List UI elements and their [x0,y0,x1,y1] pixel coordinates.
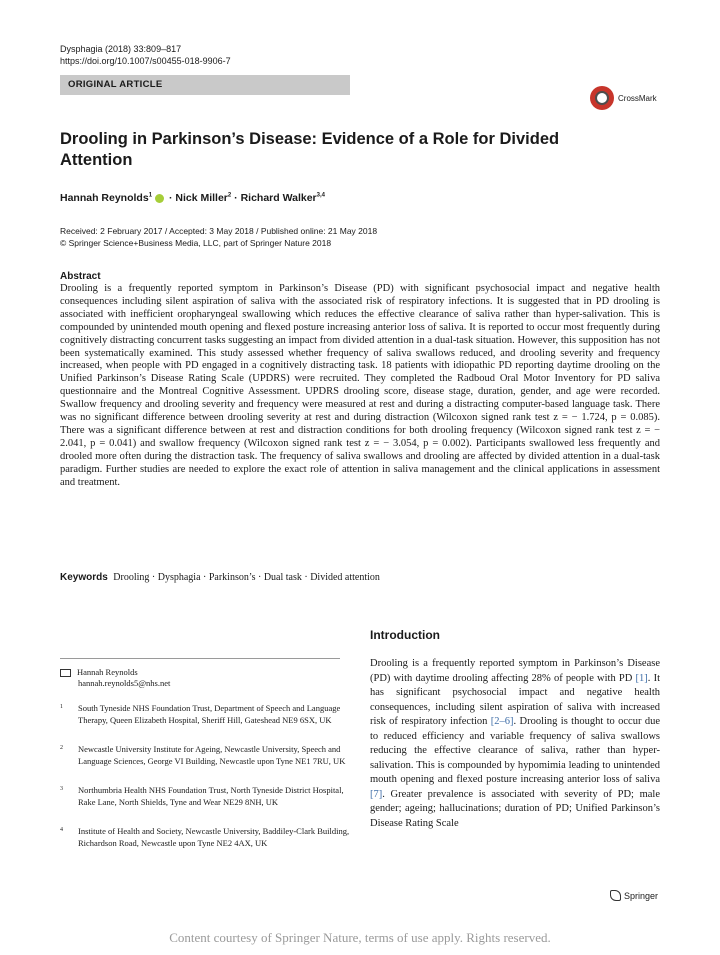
crossmark-label: CrossMark [618,93,657,103]
author-affiliation-number: 3,4 [316,192,325,199]
orcid-icon[interactable] [155,194,164,203]
intro-text-segment: . Drooling is thought to occur due to reduced efficiency and variable frequency of saliva swallows reducing the effective clearance of saliva, rather than hyper-salivation. This is compounded by hypomimia leading to unintended mouth opening and flexed posture increasing anterior loss of saliva [370,716,660,785]
affiliation-number: 1 [60,704,63,710]
publication-dates [60,225,377,249]
keywords [60,572,380,583]
affiliation-number: 3 [60,786,63,792]
corresponding-author [60,666,138,678]
journal-citation [60,43,231,67]
contact-email[interactable]: hannah.reynolds5@nhs.net [78,678,171,688]
envelope-icon [60,669,71,677]
article-title: Drooling in Parkinson’s Disease: Evidence of a Role for Divided Attention [60,130,560,169]
abstract-text: Drooling is a frequently reported symptom in Parkinson’s Disease (PD) with significant psychosocial impact and negative health consequences including silent aspiration of saliva with the associated risk of respiratory infections. It is suggested that in PD drooling is associated with inefficient oropharyngeal swallowing which reduces the effective clearance of saliva rather than hyper-salivation. This is compounded by unintended mouth opening and flexed posture increasing anterior loss of saliva. It is reported to occur most frequently during cognitively distracting concurrent tasks suggesting an impact from divided attention in a dual-task situation. However, this supposition has not been systematically examined. This study assessed whether frequency of saliva swallows reduced, and drooling severity and frequency increased, when people with PD engaged in a cognitively distracting task. 18 patients with idiopathic PD reporting daytime drooling on the Unified Parkinson’s Disease Rating Scale (UPDRS) were recruited. They completed the Radboud Oral Motor Inventory for PD saliva questionnaire and the Montreal Cognitive Assessment. UPDRS drooling score, disease stage, duration, gender, and age were recorded. Swallow frequency and drooling severity and frequency were measured at rest and during a distracting computer-based language task. There was no significant difference between drooling severity at rest and during distraction (Wilcoxon signed rank test z = − 1.724, p = 0.085). There was a significant difference between at rest and distraction conditions for both drooling frequency (Wilcoxon signed rank test z = − 2.041, p = 0.041) and swallow frequency (Wilcoxon signed rank test z = − 3.054, p = 0.002). Participants swallowed less frequently and drooled more often during the distraction task. The frequency of saliva swallows and drooling are affected by divided attention in a dual-task paradigm. Further studies are needed to explore the exact role of attention in saliva management and the clinical applications in assessment and treatment. [60,283,660,488]
received-accepted-line: Received: 2 February 2017 / Accepted: 3 May 2018 / Published online: 21 May 2018 [60,226,378,236]
affiliation-item [60,825,350,849]
affiliation-text: South Tyneside NHS Foundation Trust, Department of Speech and Language Therapy, Queen Elizabeth Hospital, Sheriff Hill, Gateshead NE9 6SX, UK [78,703,341,725]
doi-link[interactable]: https://doi.org/10.1007/s00455-018-9906-7 [60,56,231,66]
keywords-list: Drooling · Dysphagia · Parkinson’s · Dual task · Divided attention [113,572,380,583]
intro-text-segment: . Greater prevalence is associated with severity of PD; male gender; ageing; hallucinations; duration of PD; Unified Parkinson’s Disease Rating Scale [370,788,660,829]
author-list: Hannah Reynolds$^1$ · Nick Miller$^2$ · Richard Walker$^{3,4}$ [60,192,325,204]
footnote-divider [60,658,340,659]
publisher-name: Springer [624,890,659,901]
affiliation-text: Institute of Health and Society, Newcastle University, Baddiley-Clark Building, Richardson Road, Newcastle upon Tyne NE2 4AX, UK [78,826,350,848]
affiliation-number: 4 [60,827,63,833]
citation-link[interactable]: [2–6] [490,716,514,727]
springer-horse-icon [610,890,621,901]
author-affiliation-number: 1 [148,192,153,199]
copyright-line: © Springer Science+Business Media, LLC, part of Springer Nature 2018 [60,238,332,248]
courtesy-notice: Content courtesy of Springer Nature, terms of use apply. Rights reserved. [169,930,551,945]
author-name[interactable]: Nick Miller [175,192,228,204]
article-type-label: ORIGINAL ARTICLE [68,79,163,90]
publisher-logo [610,890,658,901]
affiliation-item [60,702,350,726]
affiliation-item [60,743,350,767]
crossmark-icon [590,86,614,110]
affiliation-text: Northumbria Health NHS Foundation Trust, North Tyneside District Hospital, Rake Lane, North Shields, Tyne and Wear NE29 8NH, UK [78,785,344,807]
affiliation-number: 2 [60,745,63,751]
introduction-text [370,657,660,831]
author-affiliation-number: 2 [227,192,232,199]
abstract-heading: Abstract [60,271,101,282]
intro-text-segment: . It has significant psychosocial impact and negative health consequences, including silent aspiration of saliva with increased risk of respiratory infection [370,672,660,727]
keywords-label: Keywords [60,572,108,583]
crossmark-badge[interactable] [590,86,657,110]
affiliation-item [60,784,350,808]
citation-link[interactable]: [7] [370,788,383,800]
journal-volume-line: Dysphagia (2018) 33:809–817 [60,44,182,54]
citation-link[interactable]: [1] [635,672,648,684]
author-name[interactable]: Richard Walker [240,192,317,204]
introduction-heading: Introduction [370,628,440,642]
affiliation-text: Newcastle University Institute for Ageing, Newcastle University, Speech and Language Sciences, George VI Building, Newcastle upon Tyne NE1 7RU, UK [78,744,346,766]
contact-name: Hannah Reynolds [77,667,138,677]
author-name[interactable]: Hannah Reynolds [60,192,149,204]
intro-text-segment: Drooling is a frequently reported symptom in Parkinson’s Disease (PD) with daytime drooling affecting 28% of people with PD [370,658,660,684]
